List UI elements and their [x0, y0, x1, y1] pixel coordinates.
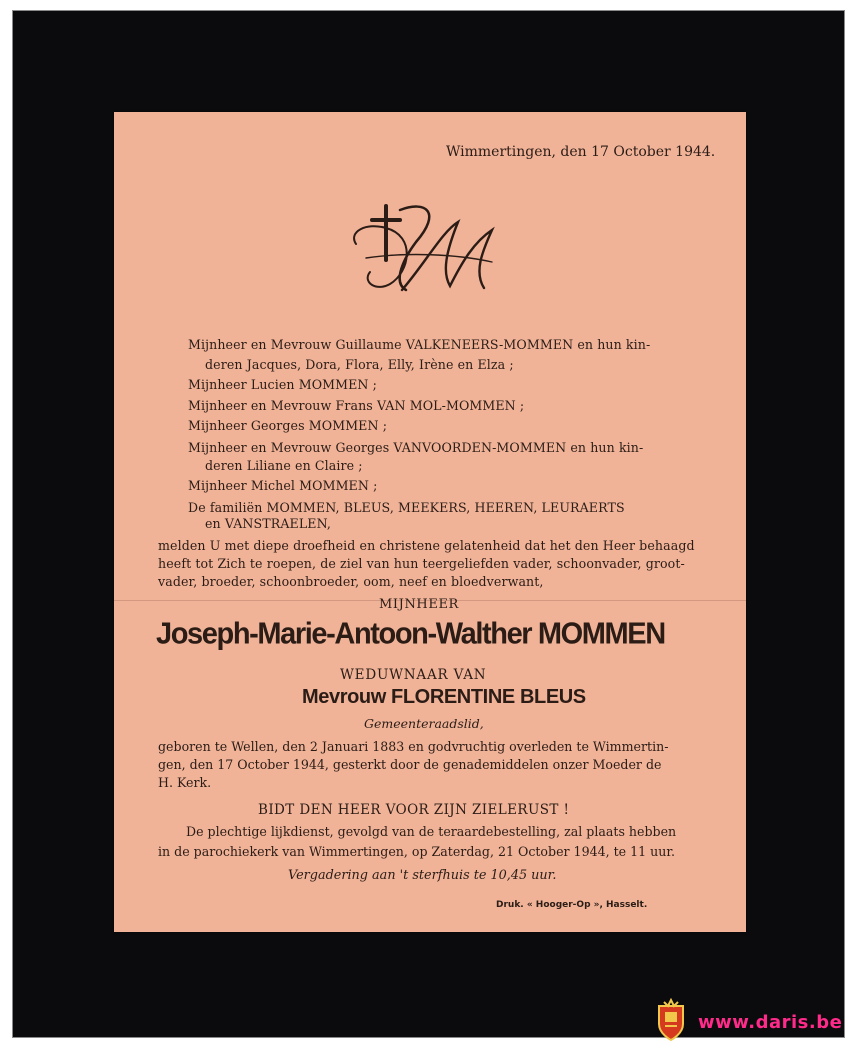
watermark: www.daris.be: [698, 1012, 843, 1033]
spouse-name: Mevrouw FLORENTINE BLEUS: [302, 686, 586, 708]
family-line: Mijnheer en Mevrouw Guillaume VALKENEERS-MOMMEN en hun kin-: [188, 337, 651, 352]
family-line: Mijnheer en Mevrouw Georges VANVOORDEN-MOMMEN en hun kin-: [188, 440, 644, 455]
bio-line: H. Kerk.: [158, 775, 212, 790]
announcement-line: vader, broeder, schoonbroeder, oom, neef en bloedverwant,: [158, 574, 544, 589]
funeral-line: in de parochiekerk van Wimmertingen, op Zaterdag, 21 October 1944, te 11 uur.: [158, 844, 676, 859]
cross-monogram-icon: [346, 202, 498, 298]
widower-of: WEDUWNAAR VAN: [340, 667, 487, 683]
family-line: Mijnheer Lucien MOMMEN ;: [188, 377, 377, 392]
family-line: en VANSTRAELEN,: [205, 516, 331, 531]
prayer-line: BIDT DEN HEER VOOR ZIJN ZIELERUST !: [258, 802, 570, 818]
family-line: Mijnheer Georges MOMMEN ;: [188, 418, 388, 433]
family-line: deren Jacques, Dora, Flora, Elly, Irène en Elza ;: [205, 357, 514, 372]
family-line: Mijnheer Michel MOMMEN ;: [188, 478, 378, 493]
printer-credit: Druk. « Hooger-Op », Hasselt.: [496, 900, 648, 910]
announcement-line: melden U met diepe droefheid en christene gelatenheid dat het den Heer behaagd: [158, 538, 695, 553]
salutation: MIJNHEER: [379, 597, 459, 612]
date-line: Wimmertingen, den 17 October 1944.: [446, 144, 716, 160]
bio-line: geboren te Wellen, den 2 Januari 1883 en godvruchtig overleden te Wimmertin-: [158, 739, 669, 754]
deceased-title: Gemeenteraadslid,: [364, 716, 484, 731]
family-line: deren Liliane en Claire ;: [205, 458, 363, 473]
coat-of-arms-icon: [656, 998, 686, 1042]
announcement-line: heeft tot Zich te roepen, de ziel van hun teergeliefden vader, schoonvader, groot-: [158, 556, 685, 571]
bio-line: gen, den 17 October 1944, gesterkt door de genademiddelen onzer Moeder de: [158, 757, 662, 772]
family-line: De familiën MOMMEN, BLEUS, MEEKERS, HEEREN, LEURAERTS: [188, 500, 625, 515]
family-line: Mijnheer en Mevrouw Frans VAN MOL-MOMMEN ;: [188, 398, 525, 413]
funeral-line: De plechtige lijkdienst, gevolgd van de teraardebestelling, zal plaats hebben: [186, 824, 677, 839]
deceased-name: Joseph-Marie-Antoon-Walther MOMMEN: [156, 617, 665, 651]
meeting-line: Vergadering aan 't sterfhuis te 10,45 uur.: [288, 868, 557, 883]
memorial-card: [114, 112, 746, 932]
